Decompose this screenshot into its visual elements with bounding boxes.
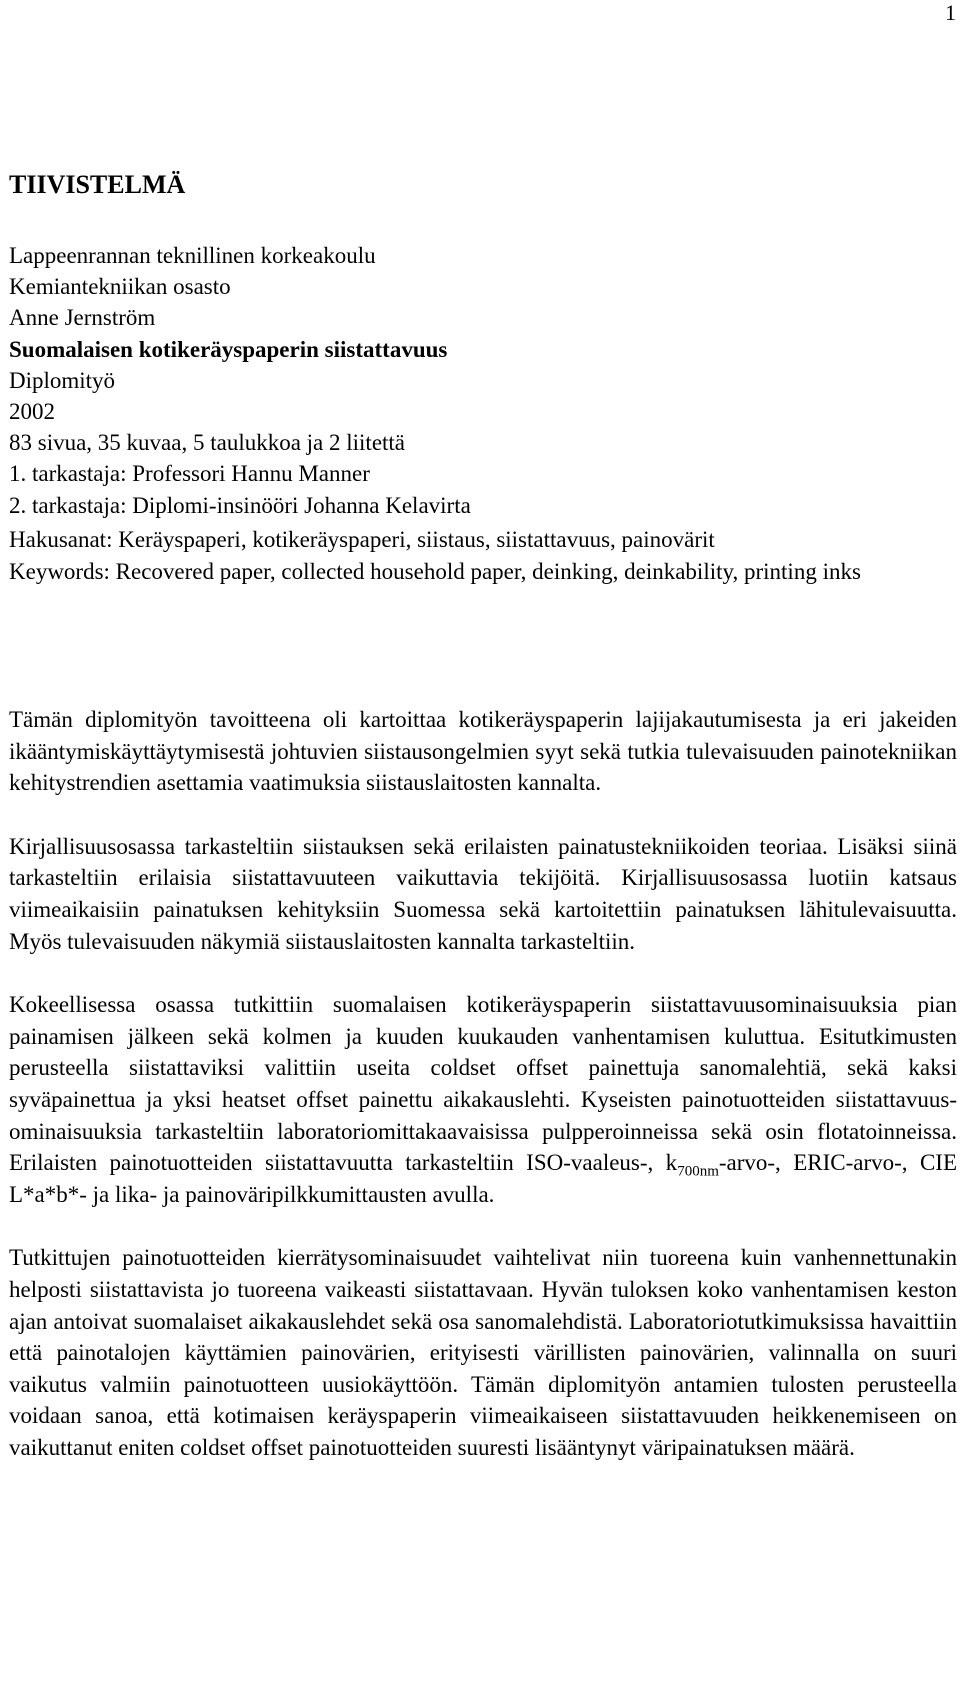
abstract-paragraph-3-end: -arvo-, ERIC-arvo-, CIE L*a*b*- ja lika- ja painoväripilkkumittausten avulla. [9,1150,957,1207]
extent: 83 sivua, 35 kuvaa, 5 taulukkoa ja 2 liitettä [9,430,406,456]
university: Lappeenrannan teknillinen korkeakoulu [9,243,376,268]
author: Anne Jernström [9,305,156,331]
abstract-paragraph-1: Tämän diplomityön tavoitteena oli kartoittaa kotikeräyspaperin lajijakautumisesta ja eri jakeiden ikääntymiskäyttäytymisestä johtuvien siistausongelmien syyt sekä tutkia tulevaisuuden painotekniikan kehitystrendien asettamia vaatimuksia siistauslaitosten kannalta. [9,707,957,796]
examiner-2: 2. tarkastaja: Diplomi-insinööri Johanna Kelavirta [9,492,471,518]
page-title: TIIVISTELMÄ [9,170,186,199]
keywords-section [9,524,957,587]
examiner-1: 1. tarkastaja: Professori Hannu Manner [9,461,370,487]
abstract-paragraph-4: Tutkittujen painotuotteiden kierrätysominaisuudet vaihtelivat niin tuoreena kuin vanhennettunakin helposti siistattavista jo tuoreena vaikeasti siistattavaan. Hyvän tuloksen koko vanhentamisen keston ajan antoivat suomalaiset aikakauslehdet sekä osa sanomalehdistä. Laboratoriotutkimuksissa havaittiin että painotalojen käyttämien painovärien, erityisesti värillisten painovärien, valinnalla on suuri vaikutus valmiin painotuotteen uusiokäyttöön. Tämän diplomityön antamien tulosten perusteella voidaan sanoa, että kotimaisen keräyspaperin viimeaikaiseen siistattavuuden heikkenemiseen on vaikuttanut eniten coldset offset painotuotteiden suuresti lisääntynyt väripainatuksen määrä. [9,1245,957,1460]
thesis-title: Suomalaisen kotikeräyspaperin siistattavuus [9,336,448,362]
abstract-paragraph-3-start: Kokeellisessa osassa tutkittiin suomalaisen kotikeräyspaperin siistattavuusominaisuuksia pian painamisen jälkeen sekä kolmen ja kuuden kuukauden vanhentamisen kuluttua. Esitutkimusten perusteella siistattaviksi valittiin useita coldset offset painettuja sanomalehtiä, sekä kaksi syväpainettua ja yksi heatset offset painettu aikakauslehti. Kyseisten painotuotteiden siistattavuus-ominaisuuksia tarkasteltiin laboratoriomittakaavaisissa pulpperoinneissa sekä osin flotatoinneissa. Erilaisten painotuotteiden siistattavuutta tarkasteltiin ISO-vaaleus-, k [9,992,957,1176]
page-number: 1 [945,0,956,25]
department: Kemiantekniikan osasto [9,274,231,300]
abstract-paragraph-3 [9,989,957,1210]
keywords-en: Keywords: Recovered paper, collected household paper, deinking, deinkability, printing inks [9,558,861,584]
k-subscript: 700nm [677,1163,719,1180]
abstract-paragraph-2: Kirjallisuusosassa tarkasteltiin siistauksen sekä erilaisten painatustekniikoiden teoriaa. Lisäksi siinä tarkasteltiin erilaisia siistattavuuteen vaikuttavia tekijöitä. Kirjallisuusosassa luotiin katsaus viimeaikaisiin painatuksen kehityksiin Suomessa sekä kartoitettiin painatuksen lähitulevaisuutta. Myös tulevaisuuden näkymiä siistauslaitosten kannalta tarkasteltiin. [9,833,957,954]
thesis-type: Diplomityö [9,367,116,393]
keywords-fi: Hakusanat: Keräyspaperi, kotikeräyspaperi, siistaus, siistattavuus, painovärit [9,527,715,552]
year: 2002 [9,399,55,425]
abstract-body [9,704,957,1463]
thesis-metadata [9,240,471,521]
